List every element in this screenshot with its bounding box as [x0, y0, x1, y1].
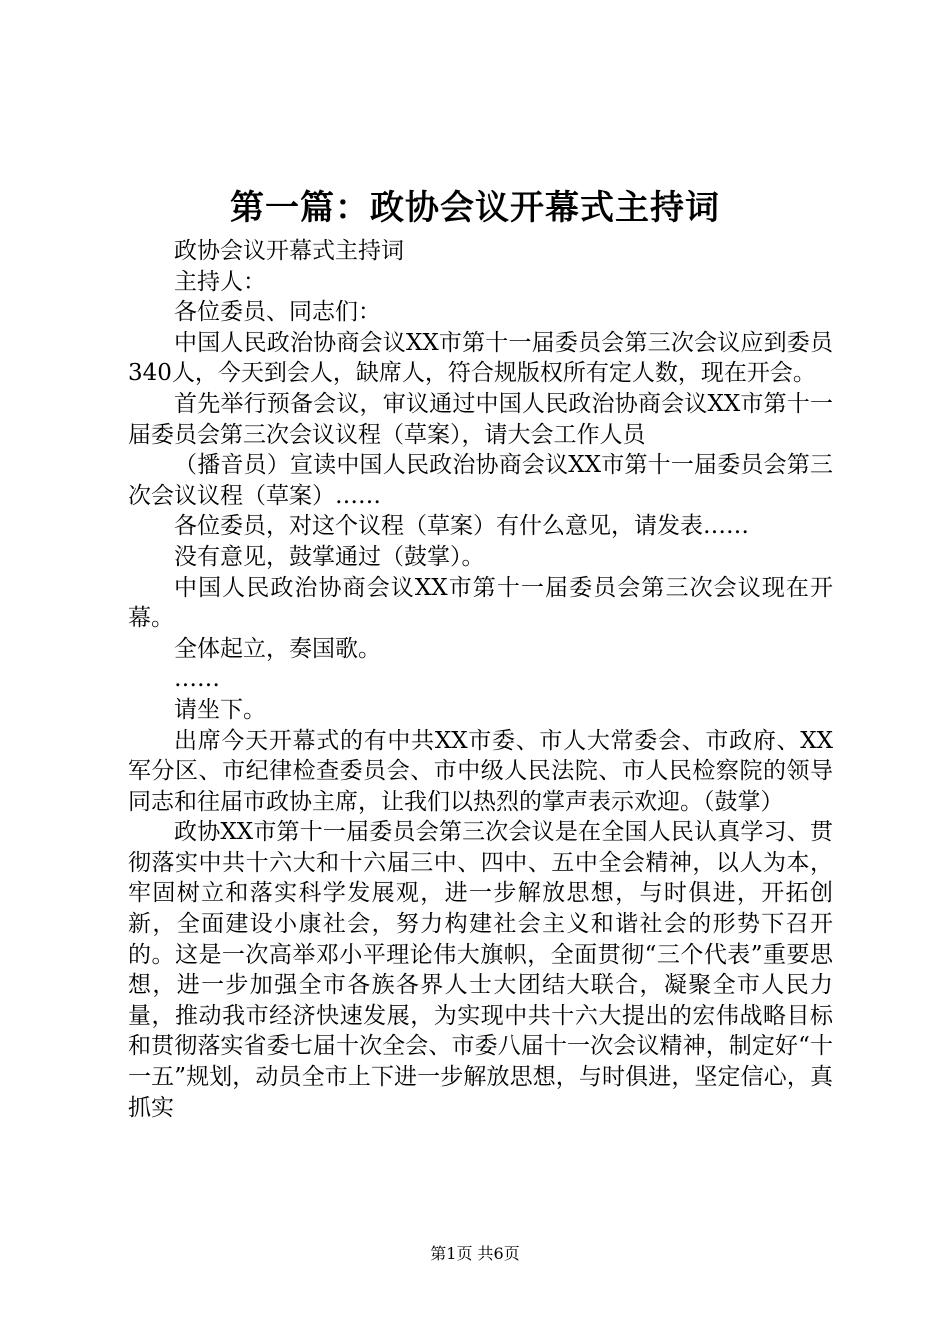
paragraph: 中国人民政治协商会议XX市第十一届委员会第三次会议现在开幕。 [128, 574, 833, 632]
paragraph: 政协会议开幕式主持词 [174, 238, 404, 264]
paragraph: 各位委员、同志们： [174, 299, 381, 326]
paragraph: （播音员）宣读中国人民政治协商会议XX市第十一届委员会第三次会议议程（草案）…… [128, 452, 833, 509]
paragraph: 中国人民政治协商会议XX市第十一届委员会第三次会议应到委员340人，今天到会人，缺席人，符合规版权所有定人数，现在开会。 [128, 329, 833, 387]
document-body [128, 236, 833, 1123]
document-title: 第一篇：政协会议开幕式主持词 [230, 188, 720, 228]
paragraph: 全体起立，奏国歌。 [174, 635, 381, 662]
paragraph: 没有意见，鼓掌通过（鼓掌）。 [174, 543, 485, 570]
paragraph: 首先举行预备会议，审议通过中国人民政治协商会议XX市第十一届委员会第三次会议议程（草案），请大会工作人员 [128, 390, 833, 448]
paragraph: 主持人： [174, 268, 266, 295]
paragraph: 出席今天开幕式的有中共XX市委、市人大常委会、市政府、XX军分区、市纪律检查委员会、市中级人民法院、市人民检察院的领导同志和往届市政协主席，让我们以热烈的掌声表示欢迎。（鼓掌） [128, 727, 833, 815]
paragraph: 政协XX市第十一届委员会第三次会议是在全国人民认真学习、贯彻落实中共十六大和十六届三中、四中、五中全会精神，以人为本，牢固树立和落实科学发展观，进一步解放思想，与时俱进，开拓创新，全面建设小康社会，努力构建社会主义和谐社会的形势下召开的。这是一次高举邓小平理论伟大旗帜，全面贯彻“三个代表”重要思想，进一步加强全市各族各界人士大团结大联合，凝聚全市人民力量，推动我市经济快速发展，为实现中共十六大提出的宏伟战略目标和贯彻落实省委七届十次全会、市委八届十一次会议精神，制定好“十一五”规划，动员全市上下进一步解放思想，与时俱进，坚定信心，真抓实 [128, 819, 833, 1121]
paragraph: 请坐下。 [174, 696, 266, 723]
paragraph: …… [174, 666, 220, 693]
page-footer: 第1页 共6页 [430, 1244, 520, 1263]
paragraph: 各位委员，对这个议程（草案）有什么意见，请发表…… [174, 513, 749, 540]
